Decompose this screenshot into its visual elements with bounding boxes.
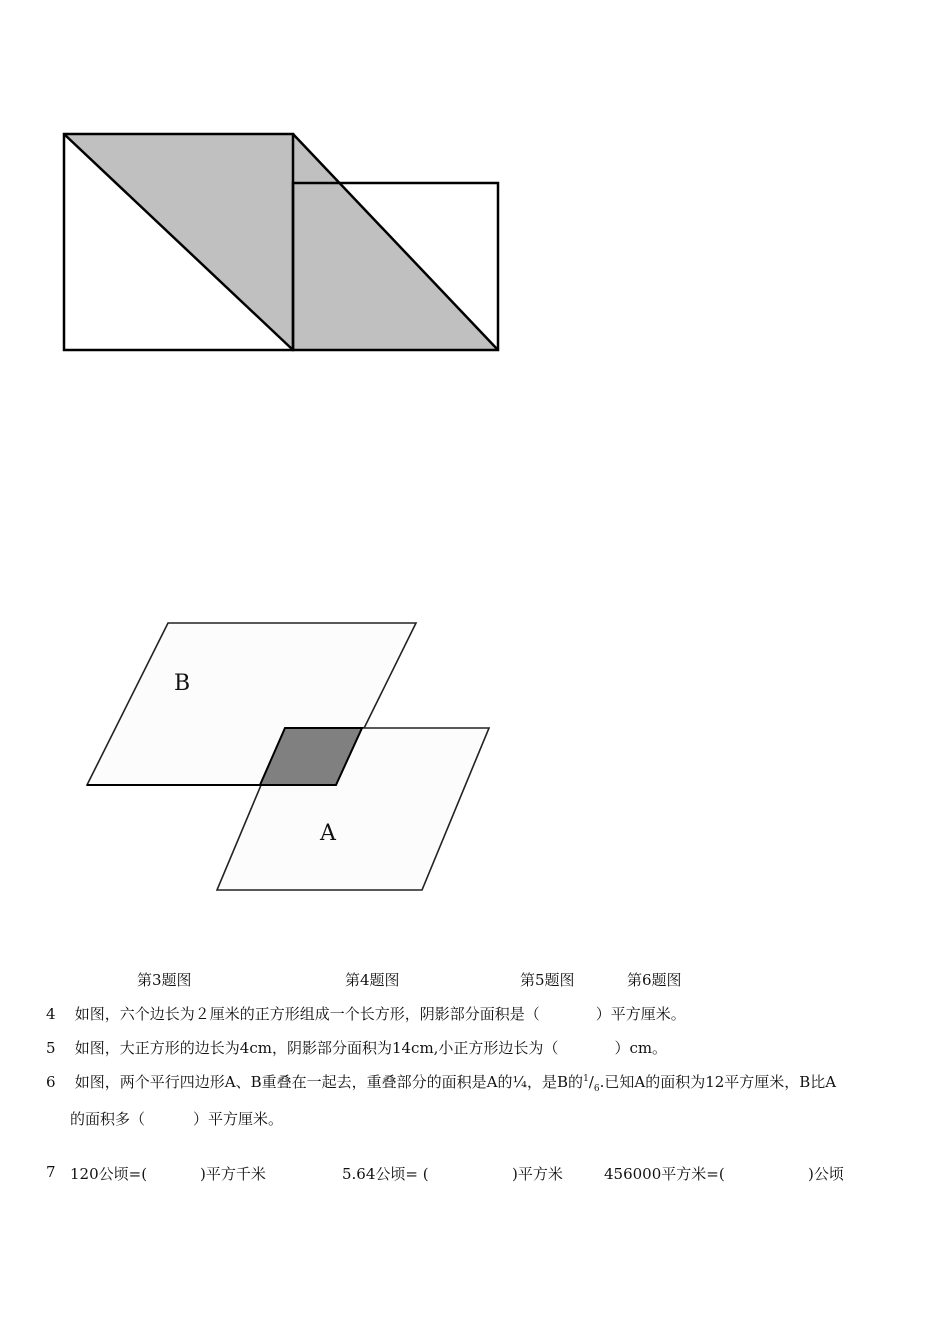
caption-figure-3: 第3题图 (137, 971, 192, 989)
question-text: 如图，两个平行四边形A、B重叠在一起去，重叠部分的面积是A的 (74, 1073, 513, 1091)
question-7 (46, 1163, 926, 1185)
conversion-3-end: )公顷 (808, 1165, 844, 1183)
question-number: 7 (46, 1163, 56, 1181)
conversion-2-start: 5.64公顷= ( (342, 1165, 429, 1183)
question-text-end: ）平方厘米。 (595, 1005, 686, 1023)
parallelogram-figure (87, 623, 489, 890)
label-b: B (174, 671, 191, 696)
conversion-1-start: 120公顷=( (70, 1165, 148, 1183)
conversion-3-start: 456000平方米=( (604, 1165, 725, 1183)
shaded-parallelogram (64, 134, 498, 350)
question-6-line-2 (70, 1108, 283, 1129)
question-text: 如图，六个边长为２厘米的正方形组成一个长方形，阴影部分面积是（ (74, 1005, 540, 1023)
question-text: 如图，大正方形的边长为4cm，阴影部分面积为14cm,小正方形边长为（ (74, 1039, 559, 1057)
question-text-end: ）cm。 (614, 1039, 668, 1057)
conversion-1-end: )平方千米 (200, 1165, 266, 1183)
fraction-numerator: 1 (583, 1074, 589, 1084)
question-5 (46, 1037, 667, 1058)
question-number: 5 (46, 1039, 56, 1057)
question-text-end: ）平方厘米。 (193, 1110, 284, 1128)
question-text: 的面积多（ (70, 1110, 146, 1128)
fraction-denominator: 6 (593, 1084, 600, 1094)
question-text: .已知A的面积为12平方厘米，B比A (599, 1073, 837, 1091)
conversion-2-end: )平方米 (512, 1165, 563, 1183)
question-number: 4 (46, 1005, 56, 1023)
question-text: ，是B的 (527, 1073, 584, 1091)
question-number: 6 (46, 1073, 56, 1091)
question-6: 6 如图，两个平行四边形A、B重叠在一起去，重叠部分的面积是A的¼，是B的$^1/_6$.已知A的面积为12平方厘米，B比A (46, 1073, 837, 1094)
caption-figure-5: 第5题图 (520, 971, 575, 989)
label-a: A (320, 821, 336, 846)
caption-figure-6: 第6题图 (627, 971, 682, 989)
fraction-quarter: ¼ (512, 1073, 528, 1091)
rectangle-figure (64, 134, 498, 350)
question-4 (46, 1003, 686, 1024)
caption-figure-4: 第4题图 (345, 971, 400, 989)
